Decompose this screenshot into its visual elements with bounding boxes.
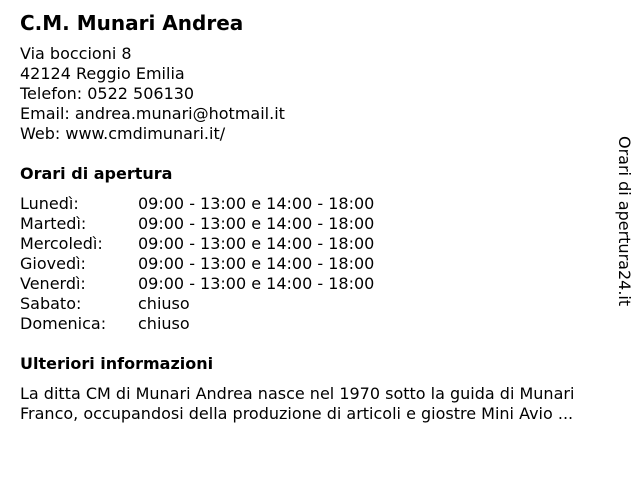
hours-time: 09:00 - 13:00 e 14:00 - 18:00: [138, 254, 375, 273]
hours-time: chiuso: [138, 294, 190, 313]
info-line: Franco, occupandosi della produzione di articoli e giostre Mini Avio ...: [20, 404, 574, 423]
business-name: C.M. Munari Andrea: [20, 11, 244, 35]
web-line: Web: www.cmdimunari.it/: [20, 124, 226, 143]
hours-day: Lunedì:: [20, 194, 79, 213]
hours-day: Domenica:: [20, 314, 107, 333]
hours-time: 09:00 - 13:00 e 14:00 - 18:00: [138, 214, 375, 233]
info-line: La ditta CM di Munari Andrea nasce nel 1970 sotto la guida di Munari: [20, 384, 575, 403]
phone-line: Telefon: 0522 506130: [20, 84, 195, 103]
email-line: Email: andrea.munari@hotmail.it: [20, 104, 285, 123]
hours-day: Martedì:: [20, 214, 87, 233]
info-description: [20, 384, 630, 424]
watermark-text: Orari di apertura24.it: [615, 136, 634, 307]
hours-time: 09:00 - 13:00 e 14:00 - 18:00: [138, 234, 375, 253]
address-street: Via boccioni 8: [20, 44, 132, 63]
address-city: 42124 Reggio Emilia: [20, 64, 185, 83]
hours-day: Mercoledì:: [20, 234, 103, 253]
hours-day: Giovedì:: [20, 254, 86, 273]
hours-time: 09:00 - 13:00 e 14:00 - 18:00: [138, 194, 375, 213]
contact-block: [20, 44, 285, 144]
hours-day: Sabato:: [20, 294, 82, 313]
hours-heading: Orari di apertura: [20, 164, 173, 183]
info-heading: Ulteriori informazioni: [20, 354, 214, 373]
hours-time: chiuso: [138, 314, 190, 333]
hours-time: 09:00 - 13:00 e 14:00 - 18:00: [138, 274, 375, 293]
hours-day: Venerdì:: [20, 274, 86, 293]
